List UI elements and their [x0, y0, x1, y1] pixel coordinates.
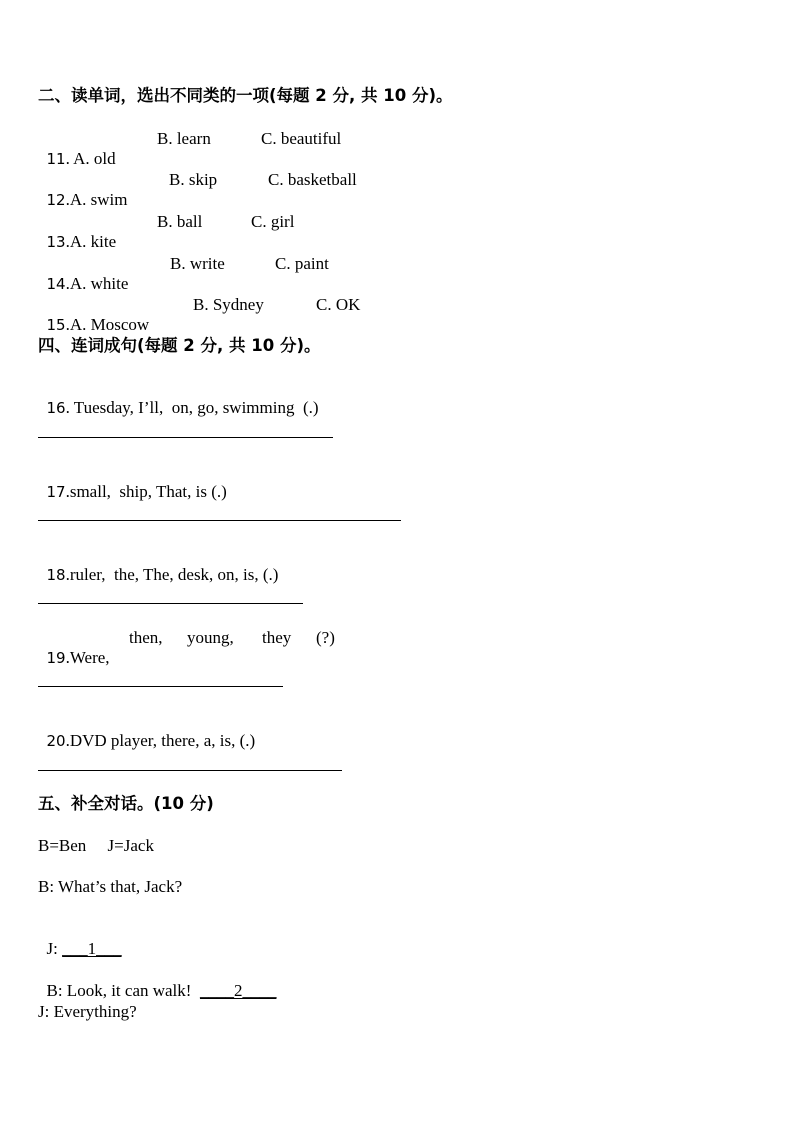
question-14-option-b: B. write [170, 254, 225, 273]
question-number: 17 [46, 483, 66, 501]
speaker-text: B: Look, it can walk! [46, 981, 200, 1000]
question-words: . Tuesday, I’ll, on, go, swimming (.) [65, 398, 319, 417]
question-11-option-c: C. beautiful [261, 129, 342, 148]
question-number: 12 [46, 191, 66, 209]
question-15-option-c: C. OK [316, 295, 361, 314]
question-16 [38, 378, 319, 418]
question-words: .small, ship, That, is (.) [65, 482, 227, 501]
dialogue-legend: B=Ben J=Jack [38, 836, 154, 855]
question-20 [38, 711, 255, 751]
dialogue-line-4: J: Everything? [38, 1002, 137, 1021]
question-13-option-c: C. girl [251, 212, 295, 231]
question-number: 20 [46, 732, 66, 750]
question-number: 18 [46, 566, 66, 584]
question-13 [38, 212, 116, 252]
option-a: .A. Moscow [65, 315, 150, 334]
question-14 [38, 254, 128, 294]
answer-line-17[interactable] [38, 520, 401, 521]
option-a: .A. swim [65, 190, 128, 209]
question-14-option-c: C. paint [275, 254, 329, 273]
dialogue-line-2 [38, 919, 122, 959]
question-19-word: then, [129, 628, 163, 647]
dialogue-line-3 [38, 961, 276, 1001]
question-18 [38, 545, 278, 585]
section-5-heading: 五、补全对话。(10 分) [38, 794, 214, 813]
question-word: .Were, [65, 648, 110, 667]
question-11 [38, 129, 116, 169]
question-12-option-b: B. skip [169, 170, 218, 189]
answer-blank-1[interactable]: ___1___ [62, 939, 122, 958]
question-13-option-b: B. ball [157, 212, 203, 231]
question-19-word: young, [187, 628, 234, 647]
question-number: 11 [46, 150, 66, 168]
option-a: . A. old [65, 149, 116, 168]
question-12 [38, 170, 127, 210]
answer-line-19[interactable] [38, 686, 283, 687]
speaker-prefix: J: [46, 939, 63, 958]
section-4-heading: 四、连词成句(每题 2 分, 共 10 分)。 [38, 336, 321, 355]
question-11-option-b: B. learn [157, 129, 211, 148]
question-15-option-b: B. Sydney [193, 295, 264, 314]
question-number: 16 [46, 399, 66, 417]
question-number: 14 [46, 275, 66, 293]
question-12-option-c: C. basketball [268, 170, 357, 189]
question-words: .ruler, the, The, desk, on, is, (.) [65, 565, 279, 584]
option-a: .A. white [65, 274, 129, 293]
answer-blank-2[interactable]: ____2____ [199, 981, 277, 1000]
question-number: 15 [46, 316, 66, 334]
section-2-heading: 二、读单词，选出不同类的一项(每题 2 分, 共 10 分)。 [38, 86, 453, 105]
question-number: 19 [46, 649, 66, 667]
question-words: .DVD player, there, a, is, (.) [65, 731, 256, 750]
answer-line-18[interactable] [38, 603, 303, 604]
option-a: .A. kite [65, 232, 117, 251]
question-19-word: (?) [316, 628, 335, 647]
question-number: 13 [46, 233, 66, 251]
question-15 [38, 295, 149, 335]
dialogue-line-1: B: What’s that, Jack? [38, 877, 183, 896]
question-19-word: they [262, 628, 292, 647]
question-17 [38, 462, 227, 502]
answer-line-16[interactable] [38, 437, 333, 438]
answer-line-20[interactable] [38, 770, 342, 771]
question-19 [38, 628, 110, 668]
